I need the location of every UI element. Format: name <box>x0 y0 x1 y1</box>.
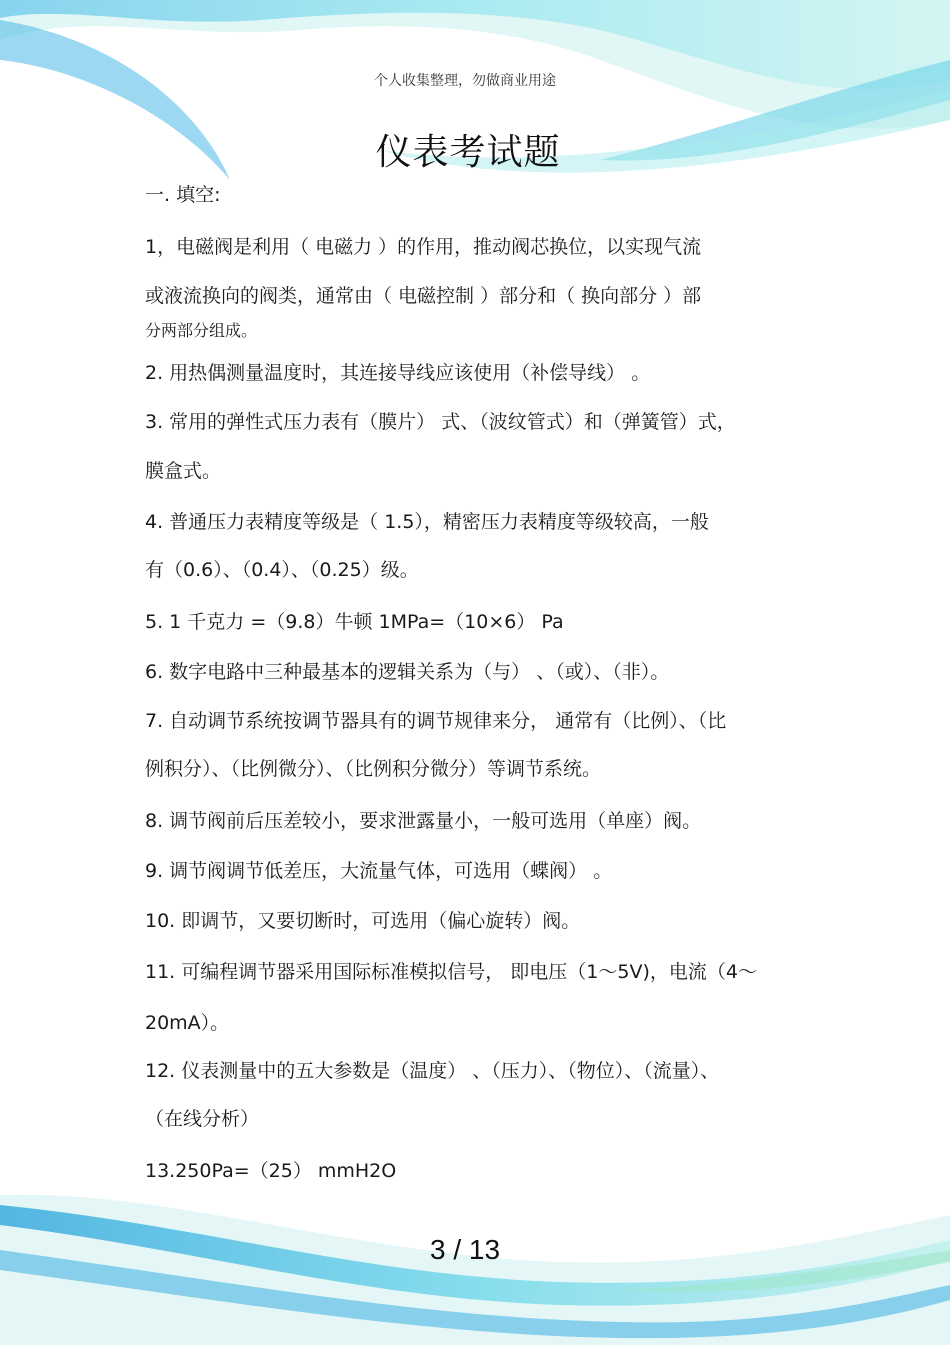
text-line: 2. 用热偶测量温度时，其连接导线应该使用（补偿导线） 。 <box>145 362 651 384</box>
text-line: 7. 自动调节系统按调节器具有的调节规律来分， 通常有（比例）、（比 <box>145 710 727 732</box>
text-line: 11. 可编程调节器采用国际标准模拟信号， 即电压（1～5V)，电流（4～ <box>145 961 757 983</box>
text-line: 6. 数字电路中三种最基本的逻辑关系为（与） 、（或）、（非）。 <box>145 661 670 683</box>
text-line: 13.250Pa=（25） mmH2O <box>145 1160 397 1182</box>
text-line: 10. 即调节，又要切断时，可选用（偏心旋转）阀。 <box>145 910 581 932</box>
text-line: 8. 调节阀前后压差较小，要求泄露量小，一般可选用（单座）阀。 <box>145 810 702 832</box>
section-heading: 一. 填空: <box>145 184 221 206</box>
text-line: 例积分）、（比例微分）、（比例积分微分）等调节系统。 <box>145 758 602 780</box>
text-line: 12. 仪表测量中的五大参数是（温度） 、（压力）、（物位）、（流量）、 <box>145 1060 720 1082</box>
text-line: 膜盒式。 <box>145 460 222 482</box>
text-line: 3. 常用的弹性式压力表有（膜片） 式、（波纹管式）和（弹簧管）式， <box>145 411 736 433</box>
text-line: 或液流换向的阀类，通常由（ 电磁控制 ）部分和（ 换向部分 ）部 <box>145 285 702 307</box>
page-number: 3 / 13 <box>429 1234 501 1265</box>
page-title: 仪表考试题 <box>375 132 561 173</box>
text-line: 5. 1 千克力 =（9.8）牛顿 1MPa=（10×6） Pa <box>145 611 564 633</box>
text-line: 20mA）。 <box>145 1012 230 1034</box>
text-line: （在线分析） <box>145 1108 260 1130</box>
text-line: 1，电磁阀是利用（ 电磁力 ）的作用，推动阀芯换位，以实现气流 <box>145 236 702 258</box>
watermark-text: 个人收集整理，勿做商业用途 <box>374 73 556 89</box>
text-line: 4. 普通压力表精度等级是（ 1.5），精密压力表精度等级较高，一般 <box>145 511 709 533</box>
text-line: 分两部分组成。 <box>145 321 258 340</box>
text-line: 9. 调节阀调节低差压，大流量气体，可选用（蝶阀） 。 <box>145 860 613 882</box>
text-line: 有（0.6）、（0.4）、（0.25）级。 <box>145 559 419 581</box>
